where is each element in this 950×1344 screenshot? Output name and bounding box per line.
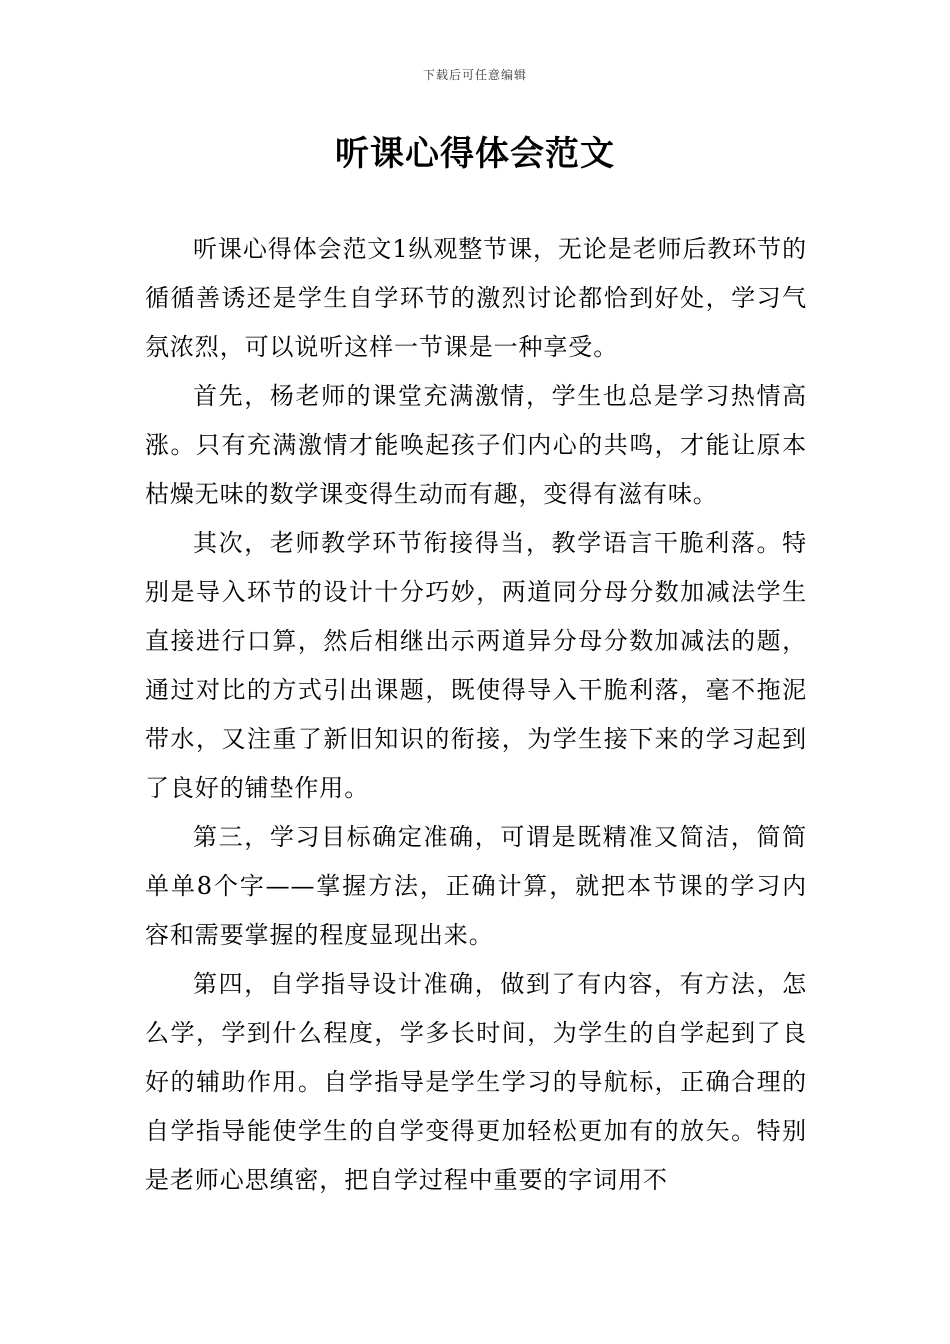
document-title: 听课心得体会范文 [335, 134, 615, 174]
header-note: 下载后可任意编辑 [422, 68, 527, 82]
paragraph-2: 首先，杨老师的课堂充满激情，学生也总是学习热情高涨。只有充满激情才能唤起孩子们内心的共鸣，才能让原本枯燥无味的数学课变得生动而有趣，变得有滋有味。 [145, 382, 807, 508]
paragraph-1: 听课心得体会范文1纵观整节课，无论是老师后教环节的循循善诱还是学生自学环节的激烈讨论都恰到好处，学习气氛浓烈，可以说听这样一节课是一种享受。 [145, 235, 807, 361]
paragraph-4: 第三，学习目标确定准确，可谓是既精准又简洁，简简单单8个字——掌握方法，正确计算，就把本节课的学习内容和需要掌握的程度显现出来。 [145, 823, 807, 949]
paragraph-5: 第四，自学指导设计准确，做到了有内容，有方法，怎么学，学到什么程度，学多长时间，为学生的自学起到了良好的辅助作用。自学指导是学生学习的导航标，正确合理的自学指导能使学生的自学变得更加轻松更加有的放矢。特别是老师心思缜密，把自学过程中重要的字词用不 [145, 970, 807, 1194]
document-body [145, 225, 807, 1205]
paragraph-3: 其次，老师教学环节衔接得当，教学语言干脆利落。特别是导入环节的设计十分巧妙，两道同分母分数加减法学生直接进行口算，然后相继出示两道异分母分数加减法的题，通过对比的方式引出课题，既使得导入干脆利落，毫不拖泥带水，又注重了新旧知识的衔接，为学生接下来的学习起到了良好的铺垫作用。 [145, 529, 807, 802]
